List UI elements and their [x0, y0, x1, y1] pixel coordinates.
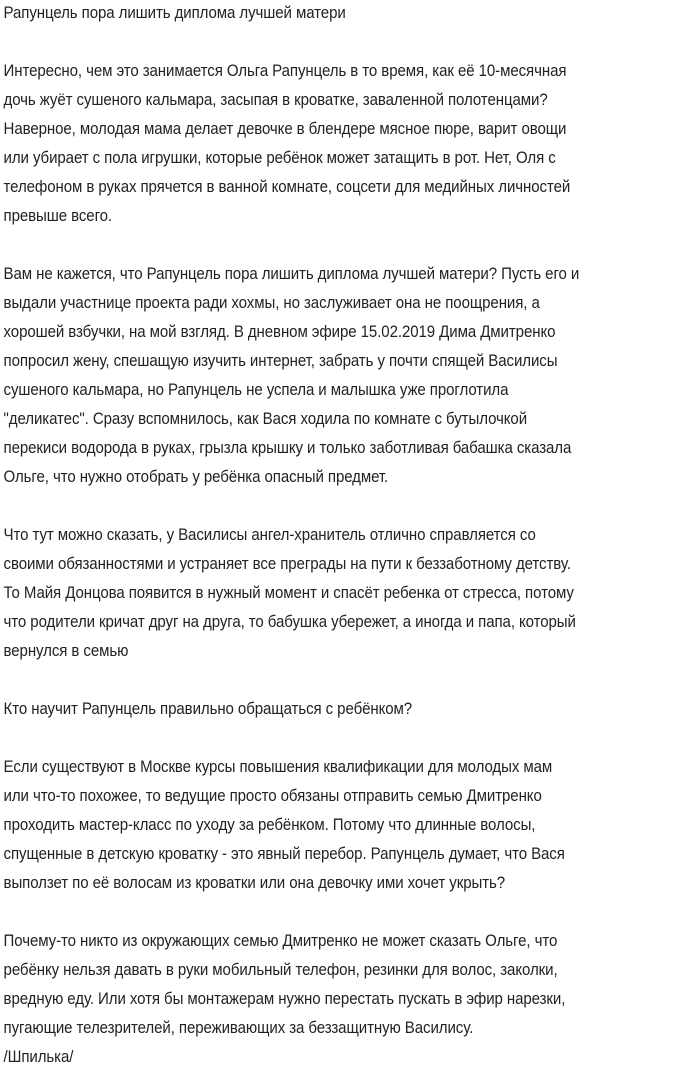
paragraph-5 [4, 752, 685, 897]
text-line: вредную еду. Или хотя бы монтажерам нужно перестать пускать в эфир нарезки, [3, 989, 566, 1008]
spacer [4, 491, 685, 520]
text-line: сушеного кальмара, но Рапунцель не успела и малышка уже проглотила [3, 380, 509, 399]
text-line: хорошей взбучки, на мой взгляд. В дневном эфире 15.02.2019 Дима Дмитренко [3, 322, 556, 341]
text-line: своими обязанностями и устраняет все преграды на пути к беззаботному детству. [3, 554, 571, 573]
paragraph-6 [4, 926, 685, 1071]
article-title: Рапунцель пора лишить диплома лучшей матери [3, 3, 346, 22]
paragraph-4-subheading [4, 694, 685, 723]
text-line: Вам не кажется, что Рапунцель пора лишить диплома лучшей матери? Пусть его и [3, 264, 580, 283]
paragraph-2 [4, 259, 685, 491]
text-line: Интересно, чем это занимается Ольга Рапунцель в то время, как её 10-месячная [3, 61, 567, 80]
text-line: Если существуют в Москве курсы повышения квалификации для молодых мам [3, 757, 553, 776]
text-line: или что-то похожее, то ведущие просто обязаны отправить семью Дмитренко [3, 786, 542, 805]
spacer [4, 27, 685, 56]
text-line: спущенные в детскую кроватку - это явный перебор. Рапунцель думает, что Вася [3, 844, 565, 863]
spacer [4, 723, 685, 752]
text-line: Кто научит Рапунцель правильно обращаться с ребёнком? [3, 699, 413, 718]
text-line: телефоном в руках прячется в ванной комнате, соцсети для медийных личностей [3, 177, 571, 196]
text-line: превыше всего. [3, 206, 113, 225]
signature: /Шпилька/ [3, 1047, 74, 1066]
text-line: или убирает с пола игрушки, которые ребёнок может затащить в рот. Нет, Оля с [3, 148, 556, 167]
text-line: То Майя Донцова появится в нужный момент и спасёт ребенка от стресса, потому [3, 583, 574, 602]
text-line: Наверное, молодая мама делает девочке в блендере мясное пюре, варит овощи [3, 119, 567, 138]
spacer [4, 230, 685, 259]
text-line: Ольге, что нужно отобрать у ребёнка опасный предмет. [3, 467, 389, 486]
text-line: проходить мастер-класс по уходу за ребёнком. Потому что длинные волосы, [3, 815, 536, 834]
spacer [4, 665, 685, 694]
spacer [4, 897, 685, 926]
text-line: попросил жену, спешащую изучить интернет, забрать у почти спящей Василисы [3, 351, 558, 370]
text-line: ребёнку нельзя давать в руки мобильный телефон, резинки для волос, заколки, [3, 960, 558, 979]
paragraph-1 [4, 56, 685, 230]
text-line: вернулся в семью [3, 641, 129, 660]
text-line: выдали участнице проекта ради хохмы, но заслуживает она не поощрения, а [3, 293, 540, 312]
text-line: Почему-то никто из окружающих семью Дмитренко не может сказать Ольге, что [3, 931, 558, 950]
text-line: Что тут можно сказать, у Василисы ангел-хранитель отлично справляется со [3, 525, 536, 544]
text-line: что родители кричат друг на друга, то бабушка убережет, а иногда и папа, который [3, 612, 576, 631]
text-line: перекиси водорода в руках, грызла крышку и только заботливая бабашка сказала [3, 438, 572, 457]
text-line: "деликатес". Сразу вспомнилось, как Вася ходила по комнате с бутылочкой [3, 409, 528, 428]
paragraph-3 [4, 520, 685, 665]
text-line: выползет по её волосам из кроватки или она девочку ими хочет укрыть? [3, 873, 506, 892]
text-line: дочь жуёт сушеного кальмара, засыпая в кроватке, заваленной полотенцами? [3, 90, 548, 109]
text-line: пугающие телезрителей, переживающих за беззащитную Василису. [3, 1018, 474, 1037]
